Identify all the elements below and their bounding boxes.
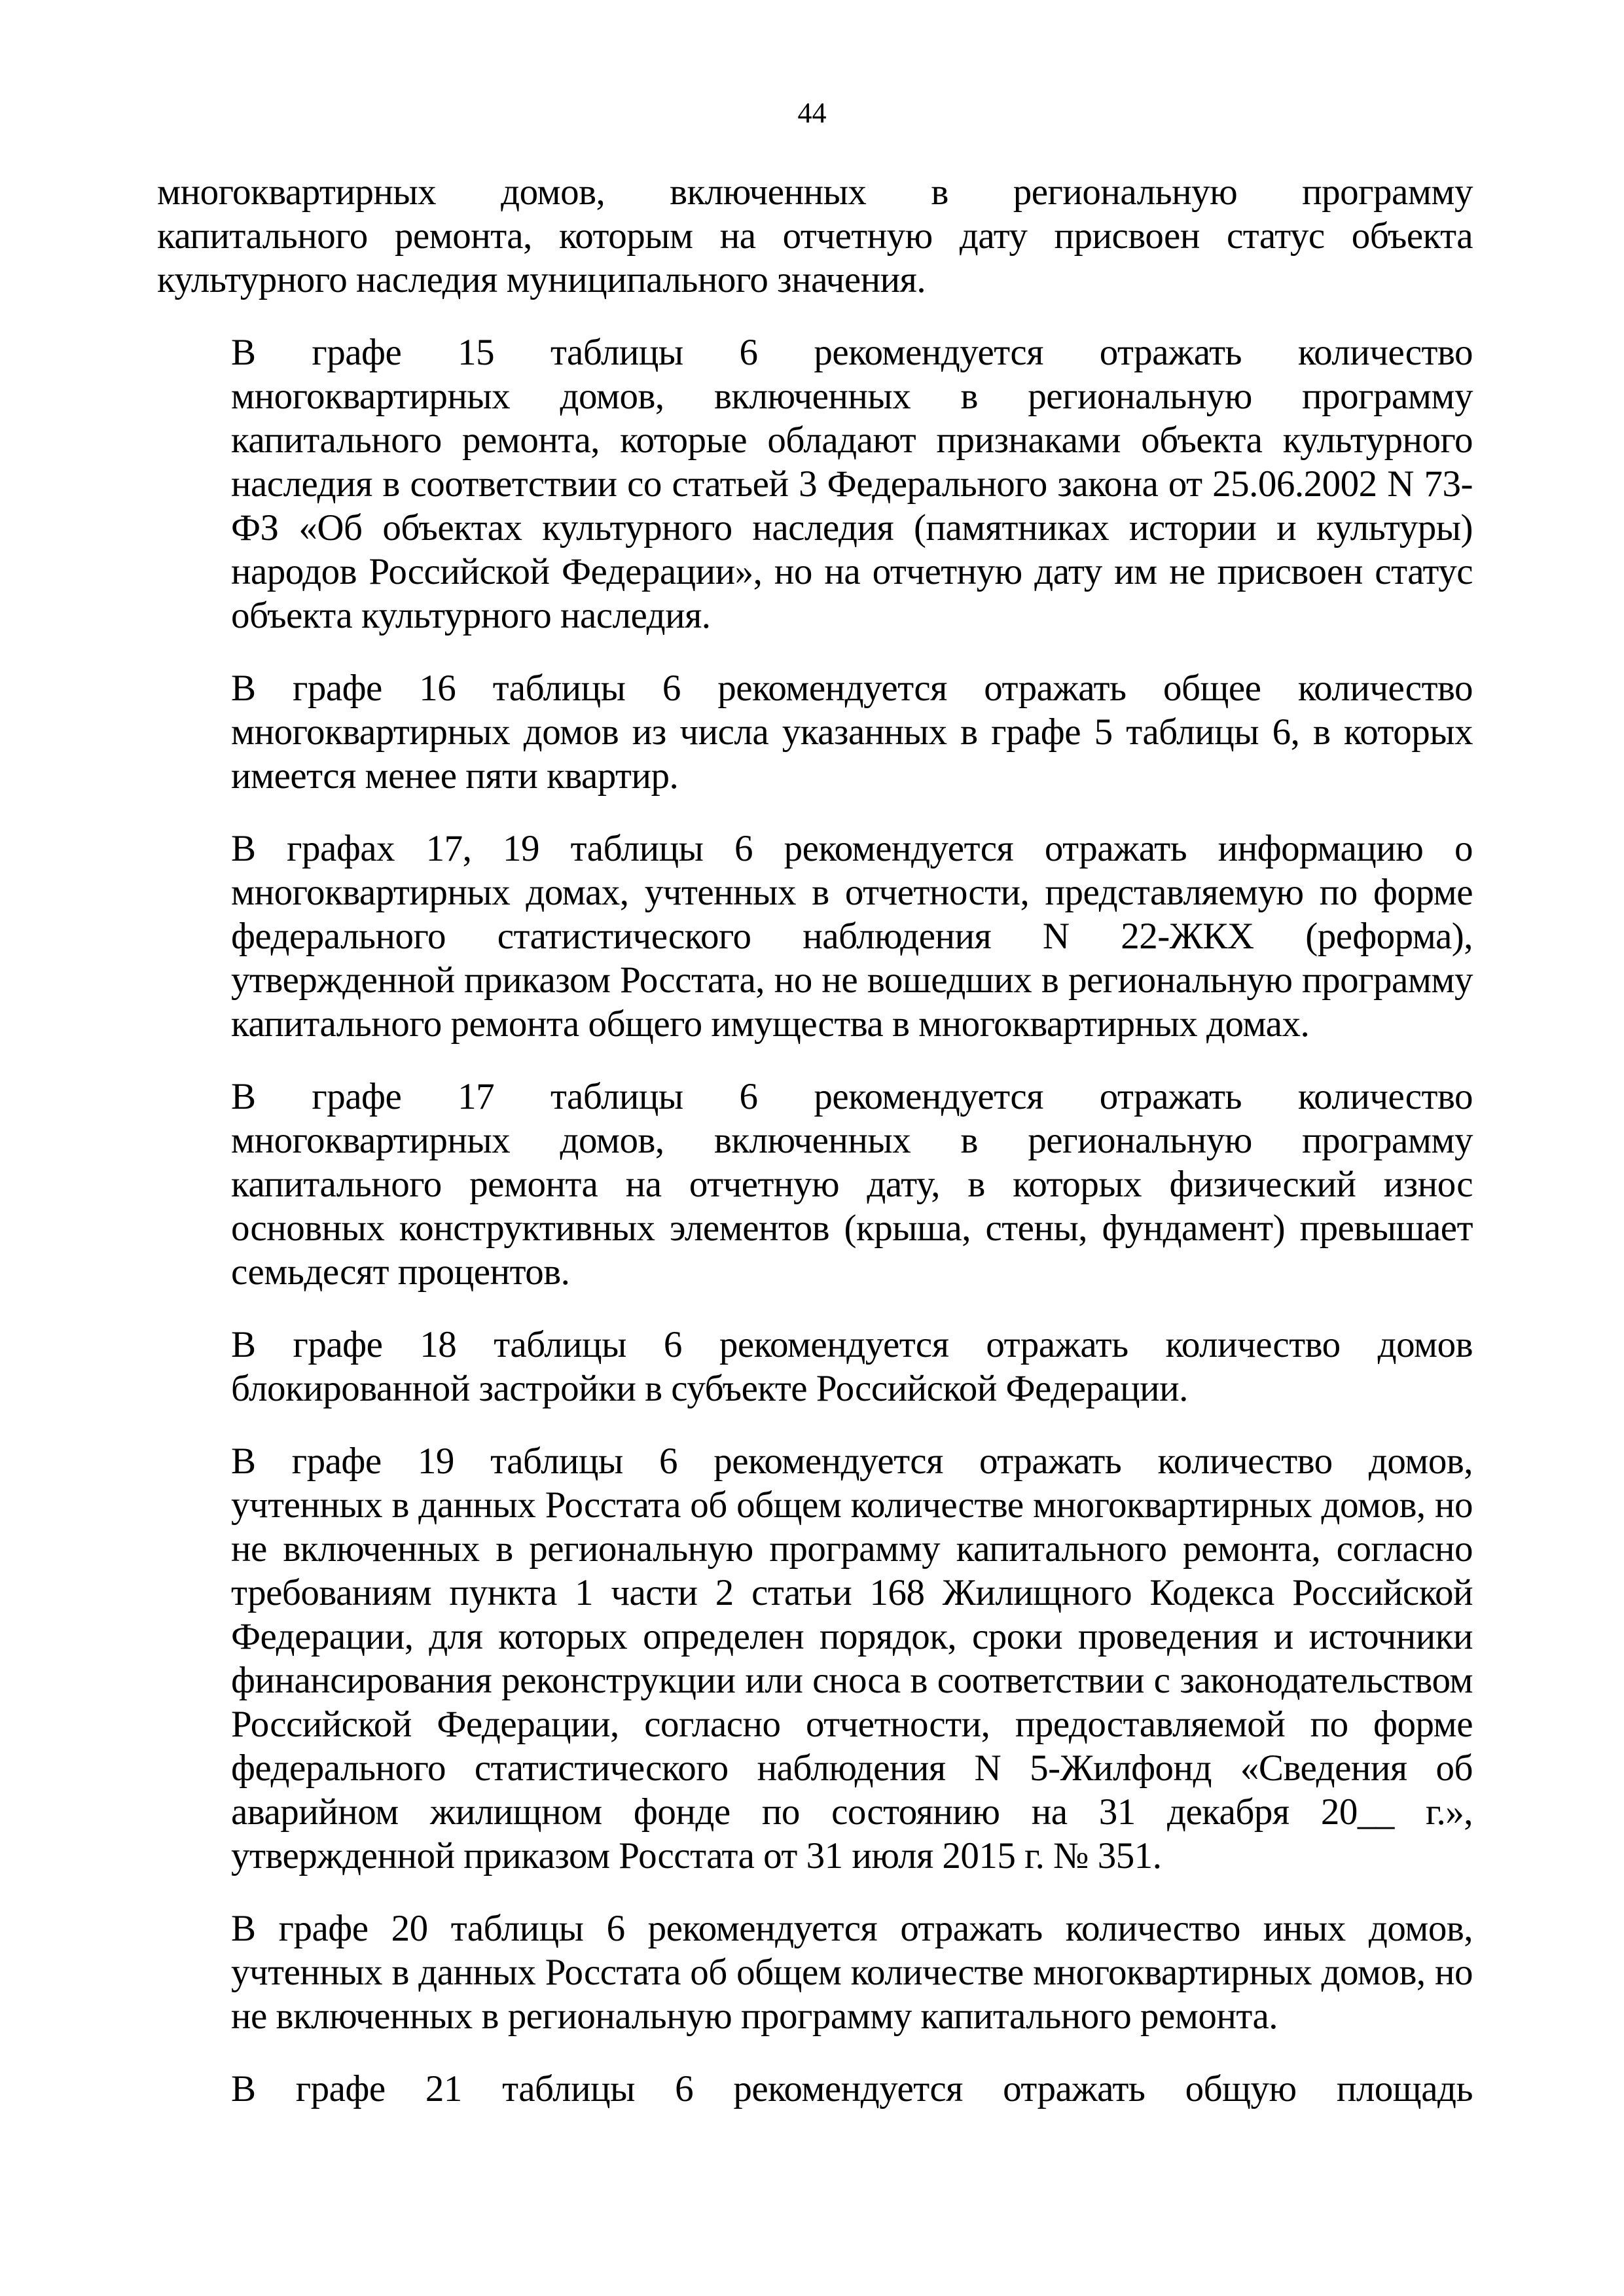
text-line: учтенных в данных Росстата об общем количестве многоквартирных домов, но	[231, 1484, 1473, 1526]
text-line: многоквартирных домах, учтенных в отчетности, представляемую по форме	[231, 872, 1473, 913]
text-line: капитального ремонта общего имущества в многоквартирных домах.	[231, 1003, 1310, 1045]
text-line: учтенных в данных Росстата об общем количестве многоквартирных домов, но	[231, 1952, 1473, 1993]
paragraph	[157, 2067, 1473, 2111]
text-line: требованиям пункта 1 части 2 статьи 168 Жилищного Кодекса Российской	[231, 1572, 1473, 1613]
text-line: не включенных в региональную программу капитального ремонта, согласно	[231, 1528, 1473, 1570]
text-line: многоквартирных домов из числа указанных в графе 5 таблицы 6, в которых	[231, 711, 1473, 753]
paragraph	[157, 1075, 1473, 1294]
paragraph	[157, 331, 1473, 637]
page-number: 44	[797, 97, 827, 129]
text-line: В графе 20 таблицы 6 рекомендуется отражать количество иных домов,	[231, 1908, 1473, 1949]
paragraph	[157, 170, 1473, 302]
text-line: федерального статистического наблюдения N 22-ЖКХ (реформа),	[231, 916, 1473, 957]
text-line: имеется менее пяти квартир.	[231, 755, 679, 797]
text-line: утвержденной приказом Росстата, но не вошедших в региональную программу	[231, 960, 1473, 1001]
text-line: объекта культурного наследия.	[231, 595, 711, 636]
paragraph	[157, 1907, 1473, 2038]
text-line: семьдесят процентов.	[231, 1251, 570, 1293]
text-line: В графе 18 таблицы 6 рекомендуется отражать количество домов	[231, 1324, 1473, 1365]
text-line: В графе 17 таблицы 6 рекомендуется отражать количество	[231, 1076, 1473, 1117]
text-line: В графе 19 таблицы 6 рекомендуется отражать количество домов,	[231, 1441, 1473, 1482]
text-line: федерального статистического наблюдения N 5-Жилфонд «Сведения об	[231, 1748, 1473, 1789]
text-line: культурного наследия муниципального значения.	[157, 259, 926, 300]
text-line: капитального ремонта, которые обладают признаками объекта культурного	[231, 420, 1473, 461]
paragraph	[157, 1323, 1473, 1410]
text-line: В графах 17, 19 таблицы 6 рекомендуется отражать информацию о	[231, 828, 1473, 869]
paragraph	[157, 827, 1473, 1046]
text-line: многоквартирных домов, включенных в региональную программу	[231, 376, 1473, 417]
text-line: В графе 16 таблицы 6 рекомендуется отражать общее количество	[231, 668, 1473, 709]
text-line: блокированной застройки в субъекте Российской Федерации.	[231, 1368, 1188, 1409]
text-line: Федерации, для которых определен порядок, сроки проведения и источники	[231, 1616, 1473, 1657]
paragraph	[157, 666, 1473, 798]
text-line: многоквартирных домов, включенных в региональную программу	[157, 171, 1473, 213]
text-line: основных конструктивных элементов (крыша, стены, фундамент) превышает	[231, 1208, 1473, 1249]
text-line: капитального ремонта, которым на отчетную дату присвоен статус объекта	[157, 215, 1473, 257]
text-line: многоквартирных домов, включенных в региональную программу	[231, 1120, 1473, 1161]
text-line: наследия в соответствии со статьей 3 Федерального закона от 25.06.2002 N 73-	[231, 463, 1473, 505]
document-body	[157, 170, 1473, 2140]
text-line: ФЗ «Об объектах культурного наследия (памятниках истории и культуры)	[231, 507, 1473, 548]
paragraph	[157, 1439, 1473, 1878]
text-line: аварийном жилищном фонде по состоянию на 31 декабря 20__ г.»,	[231, 1791, 1473, 1833]
text-line: народов Российской Федерации», но на отчетную дату им не присвоен статус	[231, 551, 1473, 592]
text-line: Российской Федерации, согласно отчетности, предоставляемой по форме	[231, 1704, 1473, 1745]
text-line: В графе 21 таблицы 6 рекомендуется отражать общую площадь	[231, 2068, 1473, 2109]
text-line: капитального ремонта на отчетную дату, в которых физический износ	[231, 1164, 1473, 1205]
text-line: финансирования реконструкции или сноса в соответствии с законодательством	[231, 1660, 1473, 1701]
text-line: В графе 15 таблицы 6 рекомендуется отражать количество	[231, 332, 1473, 373]
text-line: утвержденной приказом Росстата от 31 июля 2015 г. № 351.	[231, 1835, 1162, 1876]
text-line: не включенных в региональную программу капитального ремонта.	[231, 1996, 1278, 2037]
